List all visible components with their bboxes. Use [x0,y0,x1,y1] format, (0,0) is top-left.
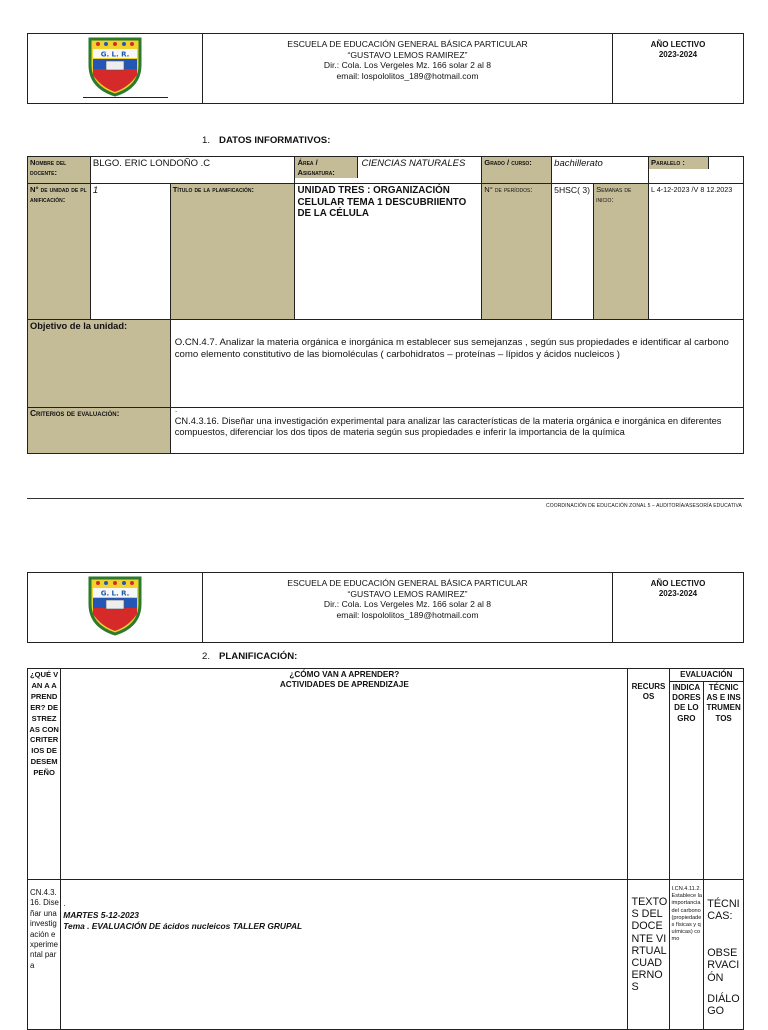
periodos-label: N° de períodos: [482,184,552,320]
section2-title [202,651,297,662]
area-value: CIENCIAS NATURALES [361,158,466,169]
year-label: AÑO LECTIVO [650,40,706,49]
col-indicadores-header: INDICADORES DE LOGRO [669,682,704,880]
objetivo-label: Objetivo de la unidad: [28,320,171,408]
row-dot: · [63,901,66,910]
unidad-value: 1 [90,184,170,320]
row-actividades [61,880,628,1030]
row-tecnica-dialogo: DIÁLOGO [707,993,740,1018]
page2-header [27,572,744,643]
titulo-value: UNIDAD TRES : ORGANIZACIÓN CELULAR TEMA 1 DESCUBRIIENTO DE LA CÉLULA [295,184,482,320]
crest-underline [83,97,168,98]
semanas-label: Semanas de inicio: [594,184,649,320]
school-name: ESCUELA DE EDUCACIÓN GENERAL BÁSICA PARTICULAR [287,39,528,49]
col-recursos-header: RECURSOS [628,669,669,880]
crest-cell-2 [28,573,203,643]
unidad-label: N° de unidad de planificación: [28,184,91,320]
paralelo-group [649,157,744,184]
school-address: Dir.: Cola. Los Vergeles Mz. 166 solar 2 al 8 [323,60,492,70]
nombre-label: Nombre del docente: [28,157,91,184]
footer-note: COORDINACIÓN DE EDUCACIÓN ZONAL 5 – AUDITORÍA/ASESORÍA EDUCATIVA [546,503,742,509]
col-destrezas-header: ¿QUÉ VAN A APRENDER? DESTREZAS CON CRITERIOS DE DESEMPEÑO [28,669,61,880]
school-email: email: lospololitos_189@hotmail.com [336,609,479,620]
area-group [295,157,482,184]
footer-rule [27,498,744,499]
section2-title-text: PLANIFICACIÓN: [219,651,298,662]
school-patron: “GUSTAVO LEMOS RAMIREZ” [347,49,468,60]
school-crest-icon [84,574,146,636]
semanas-value: L 4-12-2023 /V 8 12.2023 [649,184,744,320]
school-name: ESCUELA DE EDUCACIÓN GENERAL BÁSICA PARTICULAR [287,578,528,588]
col-evaluacion-header: EVALUACIÓN [669,669,743,682]
year-value: 2023-2024 [658,50,698,59]
year-cell [613,34,744,104]
objetivo-value: O.CN.4.7. Analizar la materia orgánica e inorgánica m establecer sus semejanzas , según sus propiedades e identificar al carbono como elemento constitutivo de las biomoléculas ( carbohidratos – proteínas – lípidos y ácidos nucleicos ) [170,320,743,408]
row-tema: Tema . EVALUACIÓN DE ácidos nucleicos TALLER GRUPAL [63,921,303,931]
school-email: email: lospololitos_189@hotmail.com [336,70,479,81]
paralelo-label: Paralelo : [649,157,709,169]
school-info [203,34,613,104]
criterios-dot: · [174,407,178,416]
titulo-label: Título de la planificación: [170,184,295,320]
actividades-header-line1: ¿CÓMO VAN A APRENDER? [289,670,400,679]
row-recursos: TEXTOS DEL DOCENTE VIRTUAL CUADERNOS [628,880,669,1030]
area-label: Área / Asignatura: [295,157,358,178]
criterios-label: Criterios de evaluación: [28,408,171,454]
criterios-cell [170,408,743,454]
page1-header [27,33,744,104]
row-date: MARTES 5-12-2023 [63,910,139,920]
criterios-value: CN.4.3.16. Diseñar una investigación experimental para analizar las características de la materia orgánica e inorgánica en diferentes compuestos, diferenciar los dos tipos de materia según sus propiedades e inferir la importancia de la química [174,416,722,437]
row-tecnicas-label: TÉCNICAS: [707,898,740,923]
section1-title [202,135,330,146]
actividades-header-line2: ACTIVIDADES DE APRENDIZAJE [279,679,409,689]
nombre-value: BLGO. ERIC LONDOÑO .C [90,157,295,184]
periodos-value: 5HSC( 3) [552,184,594,320]
year-value: 2023-2024 [658,589,698,598]
crest-cell [28,34,203,104]
section1-title-text: DATOS INFORMATIVOS: [219,135,331,146]
crest-text: G. L. R. [100,589,130,598]
row-destreza: CN.4.3.16. Diseñar una investigación experimental para [28,880,61,1030]
row-tecnica-observacion: OBSERVACIÓN [707,946,740,984]
section2-number: 2. [202,651,211,662]
school-patron: “GUSTAVO LEMOS RAMIREZ” [347,588,468,599]
row-indicador: I.CN.4.11.2. Establece la importancia del carbono (propiedades físicas y químicas) como [669,880,704,1030]
crest-text: G. L. R. [100,50,130,59]
col-actividades-header [61,669,628,880]
school-crest-icon [84,35,146,97]
row-tecnicas [704,880,744,1030]
year-label: AÑO LECTIVO [650,579,706,588]
year-cell-2 [613,573,744,643]
section1-number: 1. [202,135,211,146]
planificacion-table [27,668,744,1030]
grado-value: bachillerato [552,157,649,184]
school-address: Dir.: Cola. Los Vergeles Mz. 166 solar 2 al 8 [323,599,492,609]
grado-label: Grado / curso: [482,157,552,184]
col-tecnicas-header: TÉCNICAS E INSTRUMENTOS [704,682,744,880]
school-info-2 [203,573,613,643]
datos-informativos-table [27,156,744,454]
